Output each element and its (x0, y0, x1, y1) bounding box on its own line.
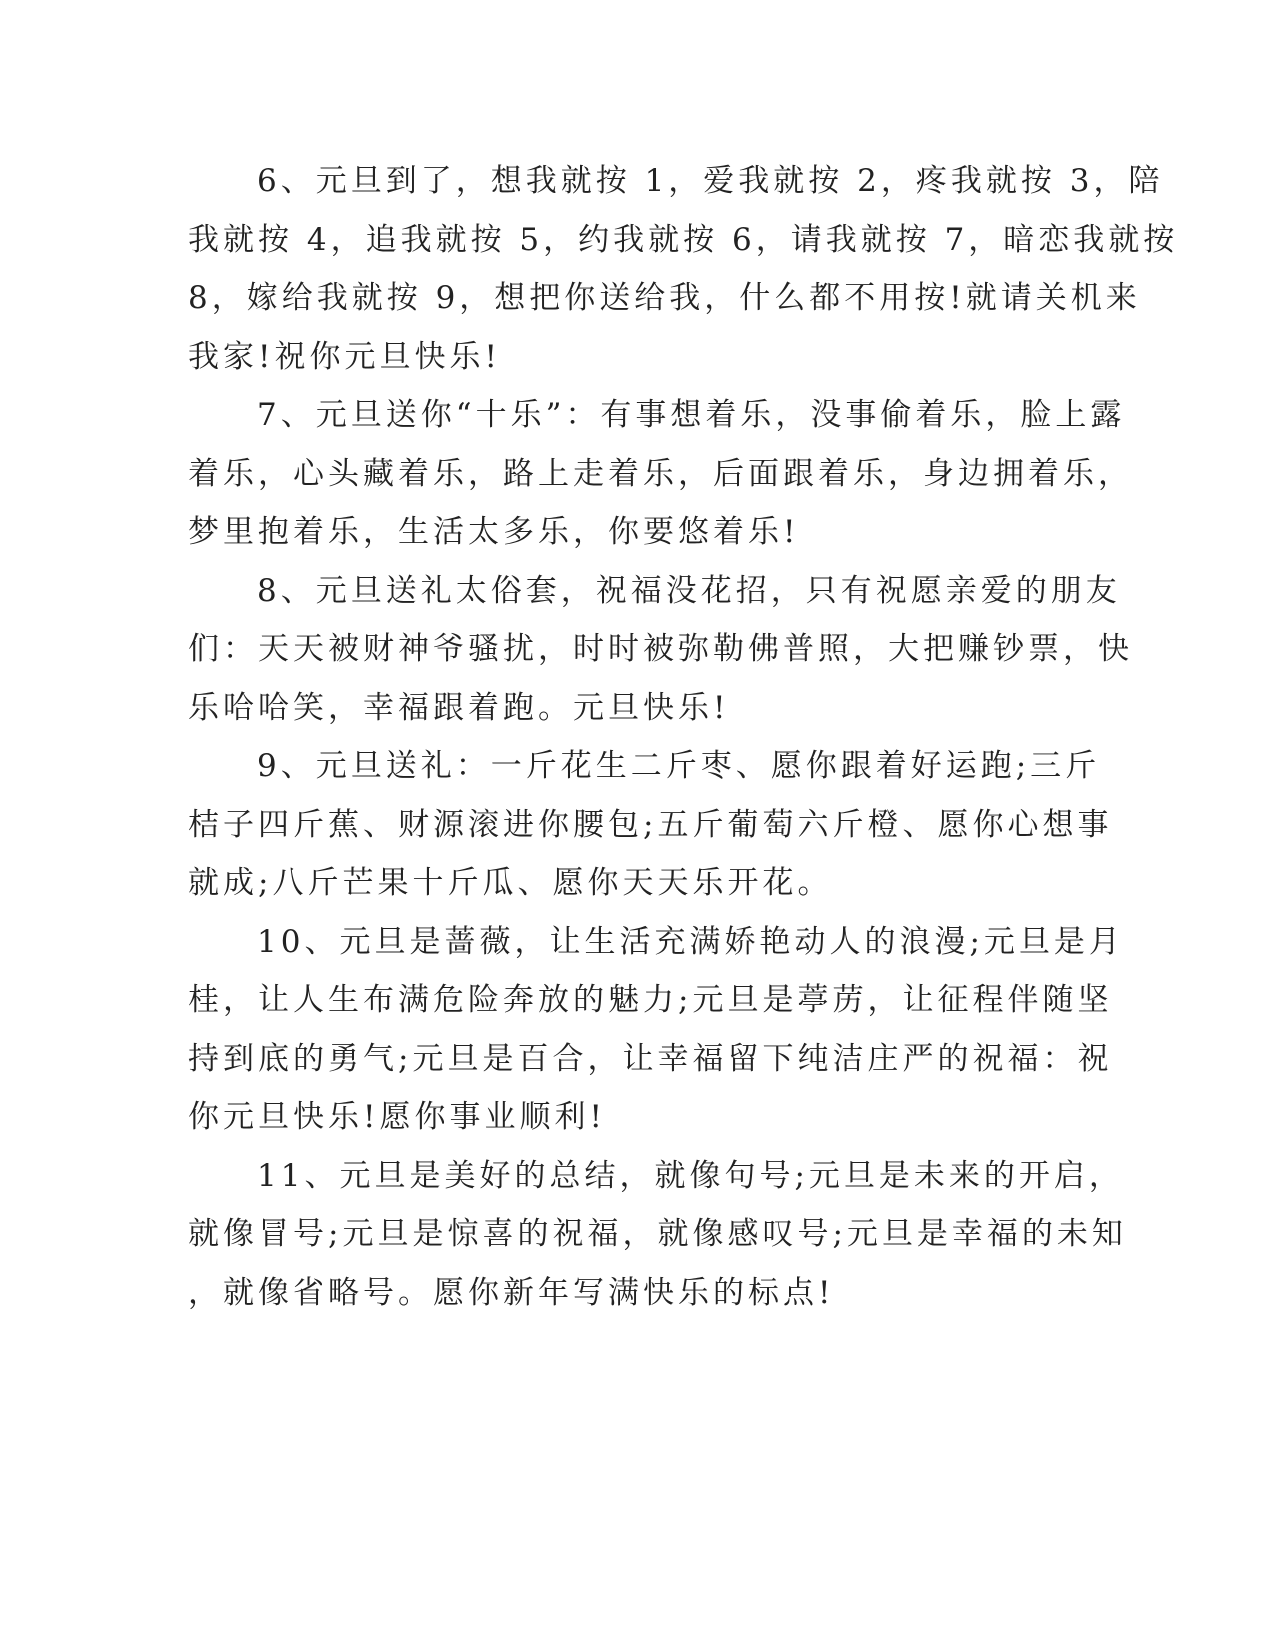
paragraph-line: 持到底的勇气;元旦是百合，让幸福留下纯洁庄严的祝福：祝 (188, 1040, 1113, 1077)
paragraph-line: 10、元旦是蔷薇，让生活充满娇艳动人的浪漫;元旦是月 (257, 923, 1124, 960)
paragraph-line: 7、元旦送你“十乐”：有事想着乐，没事偷着乐，脸上露 (257, 397, 1126, 433)
paragraph-line: ，就像省略号。愿你新年写满快乐的标点! (188, 1274, 835, 1311)
paragraph-line: 就像冒号;元旦是惊喜的祝福，就像感叹号;元旦是幸福的未知 (188, 1216, 1127, 1252)
paragraph-line: 着乐，心头藏着乐，路上走着乐，后面跟着乐，身边拥着乐， (188, 455, 1133, 492)
paragraph-line: 8，嫁给我就按 9，想把你送给我，什么都不用按!就请关机来 (188, 280, 1141, 316)
paragraph-8 (188, 562, 1133, 738)
paragraph-line: 我家!祝你元旦快乐! (188, 338, 501, 375)
paragraph-line: 们：天天被财神爷骚扰，时时被弥勒佛普照，大把赚钞票，快 (188, 631, 1133, 667)
paragraph-line: 我就按 4，追我就按 5，约我就按 6，请我就按 7，暗恋我就按 (188, 221, 1179, 258)
paragraph-7 (188, 386, 1133, 562)
paragraph-line: 就成;八斤芒果十斤瓜、愿你天天乐开花。 (188, 865, 833, 901)
paragraph-line: 桔子四斤蕉、财源滚进你腰包;五斤葡萄六斤橙、愿你心想事 (188, 806, 1113, 843)
paragraph-line: 你元旦快乐!愿你事业顺利! (188, 1099, 606, 1135)
paragraph-line: 桂，让人生布满危险奔放的魅力;元旦是葶苈，让征程伴随坚 (188, 982, 1113, 1018)
paragraph-line: 9、元旦送礼：一斤花生二斤枣、愿你跟着好运跑;三斤 (257, 748, 1101, 784)
paragraph-line: 梦里抱着乐，生活太多乐，你要悠着乐! (188, 514, 800, 550)
paragraph-line: 乐哈哈笑，幸福跟着跑。元旦快乐! (188, 689, 730, 726)
paragraph-11 (188, 1147, 1127, 1323)
paragraph-9 (188, 737, 1113, 913)
paragraph-line: 8、元旦送礼太俗套，祝福没花招，只有祝愿亲爱的朋友 (257, 572, 1121, 609)
paragraph-10 (188, 913, 1124, 1147)
paragraph-line: 6、元旦到了，想我就按 1，爱我就按 2，疼我就按 3，陪 (257, 163, 1164, 199)
paragraph-line: 11、元旦是美好的总结，就像句号;元旦是未来的开启， (257, 1157, 1124, 1194)
document-body (188, 152, 1179, 1322)
paragraph-6 (188, 152, 1179, 386)
